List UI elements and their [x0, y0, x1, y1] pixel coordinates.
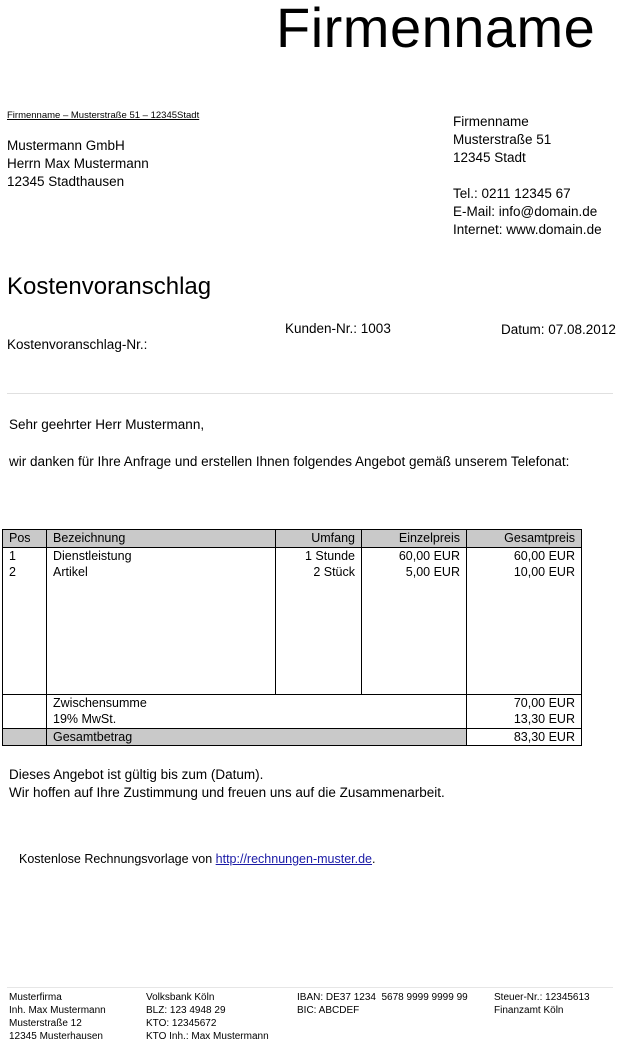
salutation: Sehr geehrter Herr Mustermann, [9, 417, 205, 432]
footer-line: IBAN: DE37 1234 5678 9999 9999 99 [297, 992, 468, 1003]
recipient-line: Mustermann GmbH [7, 138, 125, 153]
subtotal-row [3, 694, 582, 711]
cell-quantity: 1 Stunde [276, 547, 362, 564]
credit-link[interactable]: http://rechnungen-muster.de [215, 852, 373, 866]
validity-note: Dieses Angebot ist gültig bis zum (Datum). [9, 767, 264, 782]
header-description: Bezeichnung [47, 530, 276, 548]
contact-website: Internet: www.domain.de [453, 222, 602, 237]
table-empty-area [3, 581, 582, 695]
contact-phone: Tel.: 0211 12345 67 [453, 186, 571, 201]
footer-line: Inh. Max Mustermann [9, 1005, 106, 1016]
intro-text: wir danken für Ihre Anfrage und erstellen Ihnen folgendes Angebot gemäß unserem Telefonat: [9, 454, 570, 469]
contact-line: Musterstraße 51 [453, 132, 552, 147]
vat-label: 19% MwSt. [47, 711, 467, 728]
template-credit [19, 852, 376, 866]
document-date: Datum: 07.08.2012 [501, 322, 616, 337]
document-title: Kostenvoranschlag [7, 273, 212, 300]
line-items-table [2, 529, 582, 746]
header-pos: Pos [3, 530, 47, 548]
quote-number-label: Kostenvoranschlag-Nr.: [7, 337, 148, 352]
footer-line: Volksbank Köln [146, 992, 215, 1003]
recipient-line: 12345 Stadthausen [7, 174, 125, 189]
recipient-address [7, 137, 149, 191]
footer-line: Musterfirma [9, 992, 62, 1003]
footer-line: KTO: 12345672 [146, 1018, 217, 1029]
table-row [3, 564, 582, 581]
contact-email: E-Mail: info@domain.de [453, 204, 598, 219]
contact-line: Firmenname [453, 114, 529, 129]
footer-line: KTO Inh.: Max Mustermann [146, 1031, 269, 1042]
total-label: Gesamtbetrag [47, 728, 467, 746]
footer-bank [146, 991, 269, 1043]
company-name-heading: Firmenname [276, 0, 596, 59]
sender-contact-block [453, 113, 602, 239]
subtotal-value: 70,00 EUR [467, 694, 582, 711]
credit-text: Kostenlose Rechnungsvorlage von [19, 852, 216, 866]
footer-line: BIC: ABCDEF [297, 1005, 360, 1016]
footer-company [9, 991, 106, 1043]
footer-tax [494, 991, 590, 1017]
footer-divider [7, 987, 613, 988]
cell-unit-price: 60,00 EUR [362, 547, 467, 564]
footer-line: Steuer-Nr.: 12345613 [494, 992, 590, 1003]
cell-quantity: 2 Stück [276, 564, 362, 581]
recipient-line: Herrn Max Mustermann [7, 156, 149, 171]
header-total-price: Gesamtpreis [467, 530, 582, 548]
footer-line: 12345 Musterhausen [9, 1031, 103, 1042]
footer-line: Finanzamt Köln [494, 1005, 564, 1016]
closing-hope: Wir hoffen auf Ihre Zustimmung und freuen uns auf die Zusammenarbeit. [9, 785, 445, 800]
footer-line: BLZ: 123 4948 29 [146, 1005, 226, 1016]
cell-pos: 1 [3, 547, 47, 564]
customer-number: Kunden-Nr.: 1003 [285, 321, 391, 336]
cell-total-price: 60,00 EUR [467, 547, 582, 564]
vat-value: 13,30 EUR [467, 711, 582, 728]
cell-total-price: 10,00 EUR [467, 564, 582, 581]
total-row [3, 728, 582, 746]
closing-text [9, 766, 445, 802]
sender-return-address: Firmenname – Musterstraße 51 – 12345Stadt [7, 110, 200, 121]
vat-row [3, 711, 582, 728]
cell-description: Artikel [47, 564, 276, 581]
contact-line: 12345 Stadt [453, 150, 526, 165]
header-quantity: Umfang [276, 530, 362, 548]
footer-line: Musterstraße 12 [9, 1018, 82, 1029]
total-value: 83,30 EUR [467, 728, 582, 746]
cell-unit-price: 5,00 EUR [362, 564, 467, 581]
footer-iban [297, 991, 468, 1017]
header-unit-price: Einzelpreis [362, 530, 467, 548]
subtotal-label: Zwischensumme [47, 694, 467, 711]
cell-description: Dienstleistung [47, 547, 276, 564]
table-header-row [3, 530, 582, 548]
cell-pos: 2 [3, 564, 47, 581]
table-row [3, 547, 582, 564]
credit-suffix: . [372, 852, 376, 866]
divider [7, 393, 613, 394]
